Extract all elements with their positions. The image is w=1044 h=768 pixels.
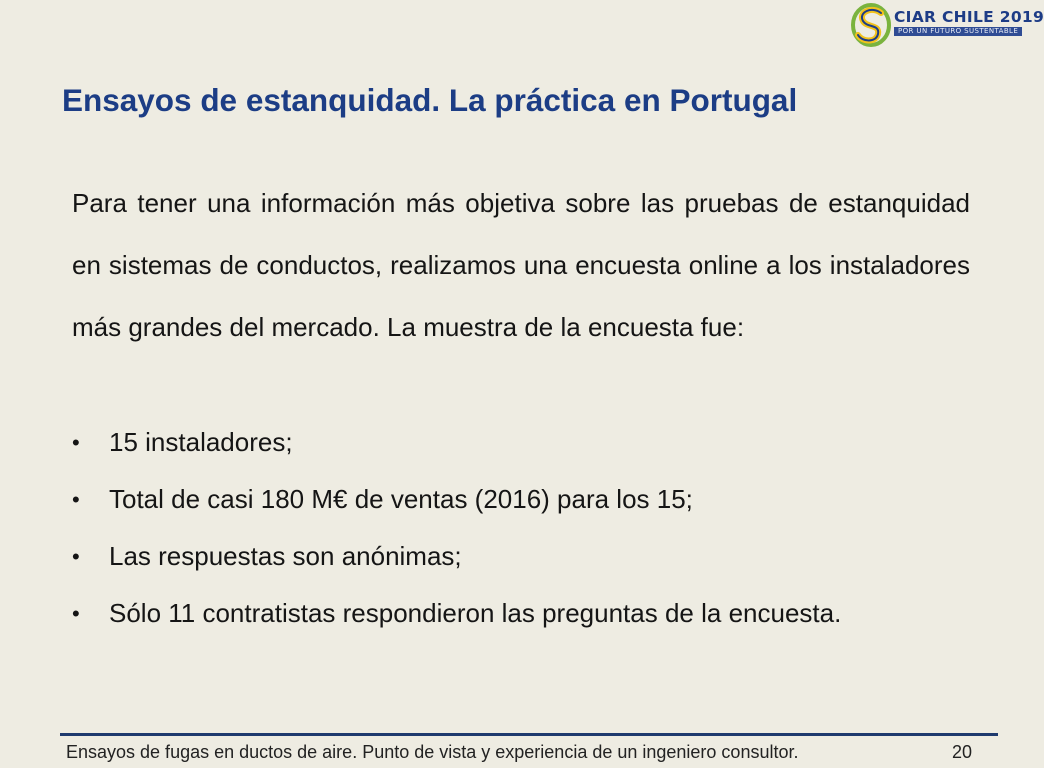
bullet-text: Total de casi 180 M€ de ventas (2016) para los 15; — [109, 484, 693, 514]
page-number: 20 — [952, 742, 973, 762]
bullet-icon: • — [72, 487, 80, 512]
bullet-item — [72, 426, 970, 459]
intro-paragraph: Para tener una información más objetiva sobre las pruebas de estanquidad en sistemas de conductos, realizamos una encuesta online a los instaladores más grandes del mercado. La muestra de la encuesta fue: — [72, 188, 970, 342]
ciar-chile-logo — [850, 2, 1044, 48]
bullet-text: Las respuestas son anónimas; — [109, 541, 462, 571]
bullet-text: Sólo 11 contratistas respondieron las preguntas de la encuesta. — [109, 598, 842, 628]
logo-title: CIAR CHILE 2019 — [894, 8, 1044, 26]
bullet-icon: • — [72, 430, 80, 455]
footer-divider — [60, 733, 998, 736]
slide-title: Ensayos de estanquidad. La práctica en Portugal — [62, 82, 798, 118]
bullet-item — [72, 540, 970, 573]
bullet-item — [72, 483, 970, 516]
bullet-item — [72, 597, 970, 630]
logo-tagline: POR UN FUTURO SUSTENTABLE — [894, 27, 1022, 36]
bullet-icon: • — [72, 544, 80, 569]
ciar-logo-icon — [850, 2, 892, 48]
bullet-list — [72, 426, 970, 654]
bullet-text: 15 instaladores; — [109, 427, 293, 457]
footer-text: Ensayos de fugas en ductos de aire. Punto de vista y experiencia de un ingeniero consultor. — [66, 742, 799, 762]
bullet-icon: • — [72, 601, 80, 626]
